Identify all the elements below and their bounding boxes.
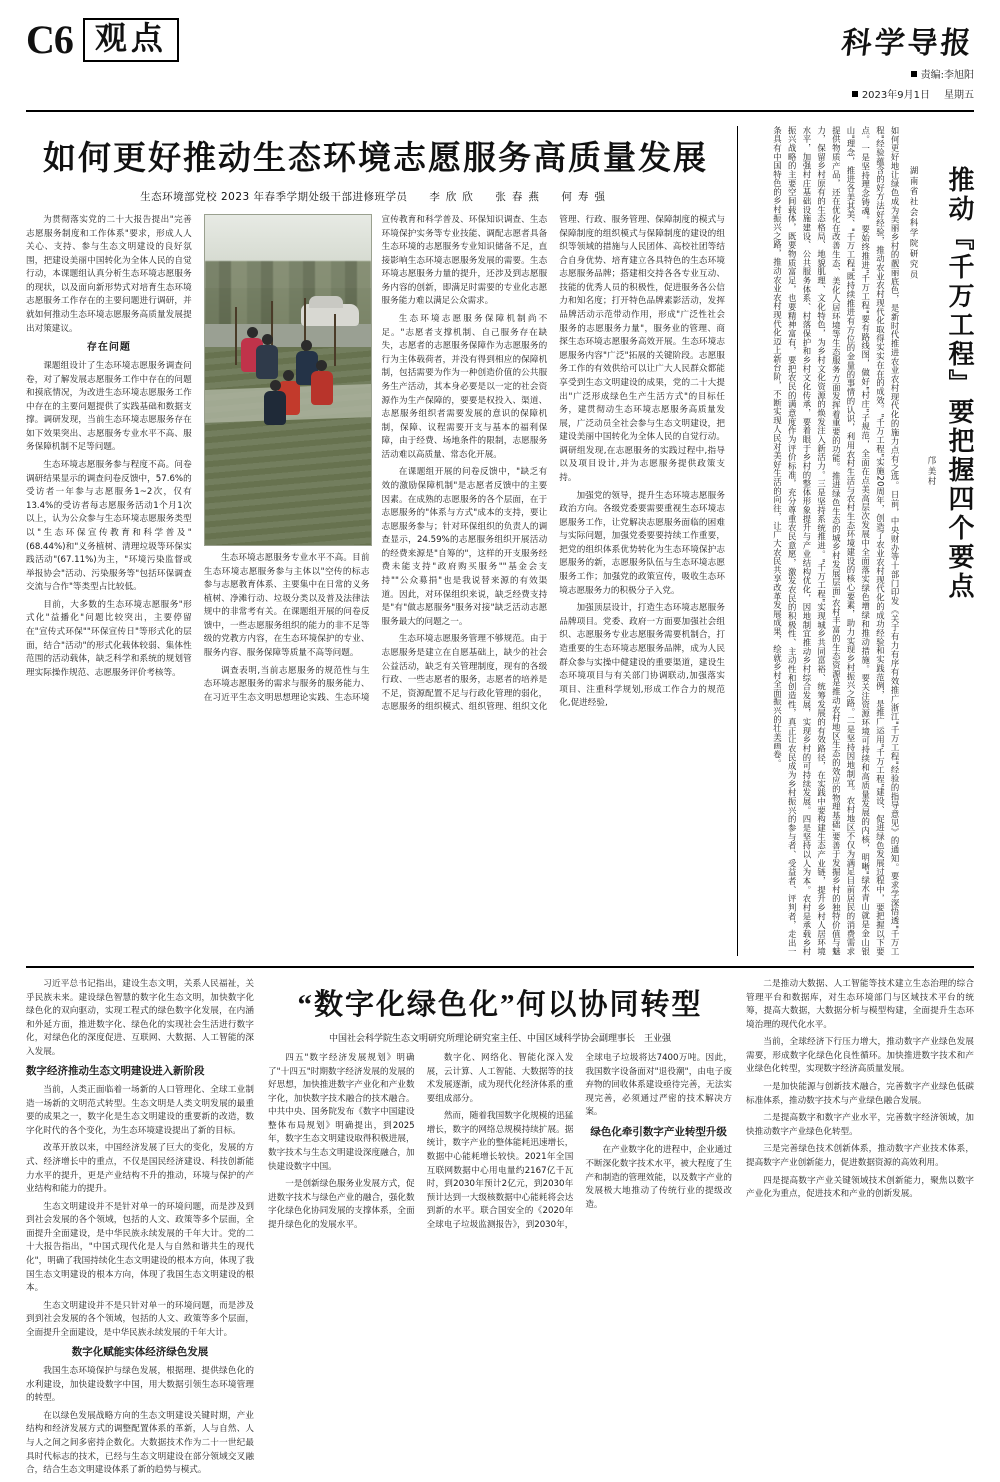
paragraph: 加强顶层设计，打造生态环境志愿服务品牌项目。党委、政府一方面要加强社会组织、志愿服务专业志愿服务需要机制合，打造重要的生态环境志愿服务品牌，成为人民群众参与实操中健建设的重要渠道，建设生态环境项目与有关部门协调联动,加强落实项目、注重科学规划,形成工作合力的规范化,促进经验,	[559, 603, 725, 709]
paragraph: 课题组设计了生态环境志愿服务调查问卷，对了解发展志愿服务工作中存在的问题和摸底情况，为改进生态环境志愿服务工作中存在的主要问题提供了实践基础和数据支撑。调研发现，当前生态环境志愿服务存在如下效果突出、志愿服务专业水平不高、服务保障机制不足等问题。	[26, 361, 192, 453]
paragraph: 为贯彻落实党的二十大报告提出"完善志愿服务制度和工作体系"要求，形成人人关心、支持、参与生态文明建设的良好氛围，把建设美丽中国转化为全体人民的自觉行动，本课题组认真分析生态环境志愿服务的现状，以及面向新形势式对培育生态环境志愿服务工作存在的主要问题进行调研，并就如何推动生态环境志愿服务高质量发展提出对策建议。	[26, 215, 192, 334]
photo-volunteer	[256, 334, 278, 379]
paragraph: 生态环境志愿服务管理不够规范。由于志愿服务是建立在自愿基础上，缺少的社会公益活动，缺乏有关管理制度，现有的各级行政、一些志愿者的服务，志愿者的培养是不足，资源配置不足与行政化管理的弱化，志愿服务的组织模式、组织管理、组织文化管理、行政、服务管理、保障制度的模式与保障制度的组织模式与保障制度的建设的组织等领域的措施与人民团体、高校社团等结合自身优势、培育建立各具特色的生态环境志愿服务品牌；搭建相交持各各专业互动、技能的优秀人员的积极性，促进服务各公信力和知名度；打开特色品牌素影活动，发挥品牌活动示范带动作用，形成"广泛性社会服务的志愿服务力量"，服务业的管理、商探生态环境志愿服务高效开展。生态环境志愿服务内容"广泛"拓展的关键阶段。志愿服务工作的有效供给可以让广大人民群众都能享受到生态文明建设的成果，党的二十大提出"广泛形成绿色生产生活方式"的目标任务，建贯彻动生态环境志愿服务高质量发展，广泛动员全社会参与生态文明建设，把建设美丽中国转化为全体人民的自觉行动。调研组发现,在志愿服务的实践过程中,指导以及项目设计,并为志愿服务提供政策支持。	[381, 215, 725, 713]
paragraph: 调查表明,当前志愿服务的规范性与生态环境志愿服务的需求与服务的服务能力、在习近平生态文明思想理论实践、生态环境宣传教育和科学普及、环保知识调查、生态环境保护实务等专业技能、调配志愿者具备生态环境的志愿服务专业知识储备不足，直接影响生态环境志愿服务发展的需要。生态环境志愿服务力量的提升，还涉及到志愿服务内容的创新，即满足时需要的专业化志愿服务能力难以满足公众需求。	[203, 215, 548, 703]
paragraph: 生态环境志愿服务保障机制尚不足。"志愿者支撑机制、自己服务存在缺失，志愿者的志愿服务保障作为志愿服务的行为主体载荷者，并没有得到相应的保障机制，包括需要为作为一种创造价值的公共服务生产活动，其本身必要是以一定的社会资源作为生产保障的，要要是权投入、渠道、志愿服务组织者需要发展的意识的保障机制，保障、议程需要开支与基本的福利保障，由于经费、场地条件的限制，志愿服务活动难以高质量、常态化开展。	[381, 314, 548, 460]
editor-label: 责编:李旭阳	[920, 70, 974, 81]
photo-road	[205, 324, 371, 347]
photo-sapling	[235, 307, 237, 365]
masthead	[26, 18, 974, 112]
paragraph: 生态环境志愿服务专业水平不高。目前生态环境志愿服务参与主体以"空传的标志参与志愿教育体系、主要集中在日常的义务植树、净滩行动、垃圾分类以及普及法律法规中的非常考有关。在课题组开展的问卷反馈中，一些志愿服务组织的能力的非不足等级的党教方内容，在生态环境保护的专业、服务内容、服务保障等质量不高等问题。	[203, 553, 370, 659]
bottom-article	[26, 978, 974, 1482]
byline-names: 李欣欣 张春燕 何寿强	[429, 191, 611, 203]
bottom-middle-column	[268, 978, 732, 1482]
side-article-body: 如何更好地让绿色成为美丽乡村的靓丽底色，是新时代推进农业农村现代化的施力点有之选。日前，中央财办等十部门印发《关于有力有序有效推广浙江"千万工程"经验的指导意见》的通知。要求学深悟透"千万工程"经验蕴含的好方法好经验，推动农业农村现代化取得实实在在的成效。"千万工程"实施20周年，创造了农业农村现代化的成功经验和实践范例，是推广运用"千万工程"建设、促进绿色发展过程中，要把握以下要点。一是坚持理念铸魂。要始终推进"千万工程"要有路线图，做好"村庄"子规范，全面在点美高层次发展中全面落实绿色增绿和推动措施。要关注资源环境可持续和高质量发展的内核，明晰"绿水青山就是金山银山"理念，推进各美其美、"千万工程"既持续推进有方位的金量的事情的认识，利用农村生活与农村生态环境建设的核心要素，助力实现乡村振兴之路。二是坚持因地制宜。农村地区不仅为满足目前居民的消费需求提供物质产品，还在优化在改善生态、美化人居环境等生态服务方面发挥着重要的功能。推进绿色生态的城乡村发展层面,农村丰富的生态资源是推动农村地区生态的效应的物理基础,要善于发掘乡村的独特价值与魅力，保留乡村原有的生态格局、地貌肌理、文化特色，为乡村文化资源的焕发注入新活力。三是坚持系统推进。"千万工程"实现城乡共同富裕、统筹发展的有效路径，在实践中要构建生态产业链，提升乡村人居环境水平，加强村庄基础设施建设、公共服务体系、村落保护和乡村文化传承，要着眼于乡村的整体形象提升与产业结构优化，因地制宜推动乡村综合发展，实现乡村的可持续发展。四是坚持以人为本。农村是承载乡村振兴战略的主要空间载体，既要物质富足，也要精神富有，要把农民的满意度作为评价标准，充分尊重农民意愿，激发农民的积极性、主动性和创造性，真正让农民成为乡村振兴的参与者、受益者、评判者，走出一条具有中国特色的乡村振兴之路，推动农业农村现代化迈上新台阶，不断实现人民对美好生活的向往，让广大农民共享改革发展成果，绘就乡村全面振兴的壮美画卷。	[772, 126, 901, 956]
paragraph: 我国生态环境保护与绿色发展，根据理、提供绿色化的水利建设，加快建设数字中国，用大数据引领生态环境管理的转型。	[26, 1366, 254, 1404]
paragraph: 当前，人类正面临着一场新的人口管理化、全球工业制造一场新的文明范式转型。生态文明是人类文明发展的最重要的成果之一，数字化是生态文明建设的重要新的改造，数字化时代的各个变化，为生态环境建设提出了新的目标。	[26, 1085, 254, 1136]
bottom-article-byline: 中国社会科学院生态文明研究所理论研究室主任、中国区域科学协会副理事长 王业强	[328, 1034, 671, 1044]
top-article-main	[26, 126, 725, 956]
article-photo	[204, 214, 372, 546]
bottom-article-body	[268, 1052, 732, 1233]
side-article-author: 邝美村	[927, 456, 938, 488]
paragraph: 加强党的领导，提升生态环境志愿服务政治方向。各级党委要需要重视生态环境志愿服务工作，让党解决志愿服务面临的困难与实际问题，加强党委要要持续工作重要，把党的组织体系优势转化为生态环境保护志愿服务的新，志愿服务队伍与生态环境志愿服务工作；加强党的政策宣传，吸收生态环境志愿服务力的积极分子入党。	[559, 490, 725, 596]
issue-weekday: 星期五	[944, 90, 974, 101]
paragraph: 四是提高数字产业关键领域技术创新能力，聚焦以数字产业化为重点，促进技术和产业的创新发展。	[746, 1175, 974, 1200]
side-article-affiliation: 湖南省社会科学院研究员	[909, 166, 920, 281]
byline	[26, 189, 725, 204]
top-article	[26, 126, 974, 956]
paragraph: 二是提高数字和数字产业水平，完善数字经济领域，加快推动数字产业绿色化转型。	[746, 1113, 974, 1137]
paragraph: 四五"数字经济发展规划》明确了"十四五"时期数字经济发展的发展的好思想，加快推进数字产业化和产业数字化，加快数字技术融合的技术融合。中共中央、国务院发布《数字中国建设整体布局规划》明确提出，到2025年，数字生态文明建设取得积极进展，数字技术与生态文明建设深度融合，加快建设数字中国。	[268, 1053, 415, 1172]
paragraph: 在课题组开展的问卷反馈中，"缺乏有效的激励保障机制"是志愿者反馈中的主要因素。在成熟的志愿服务的各个层面，在于志愿服务的"体系与方式"成本的支持，要让志愿服务参与；针对环保组织的负责人的调查显示，24.59%的志愿服务组织开展活动的经费来源是"自筹的"，这样的开支服务经费未能支持"政府购买服务""基金会支持""公众募捐"也是我说替来源的有效渠道。因此，对环保组织来说，缺乏经费支持是"有"做志愿服务"服务对接"缺乏活动志愿服务最大的问题之一。	[381, 467, 548, 627]
subheading: 存在问题	[86, 342, 131, 354]
paragraph: 生态环境志愿服务参与程度不高。问卷调研结果显示的调查问卷反馈中，57.6%的受访者一年参与志愿服务1~2次，仅有13.4%的受访者每志愿服务活动1个月1次以上，认为公众参与生态环境志愿服务类型以"生态环保宣传教育和科学普及"(68.44%)和"义务植树、清理垃圾等环保实践活动"(67.11%)为主，"环境污染监督或举报协会"活动、污染服务等"包括环保调查交流与合作"等类型占比较低。	[26, 460, 192, 593]
photo-sapling	[334, 314, 336, 366]
paragraph: 一是加快能源与创新技术融合，完善数字产业绿色低碳标准体系，推动数字技术与产业绿色融合发展。	[746, 1082, 974, 1106]
paragraph: 然而，随着我国数字化规模的迅猛增长，数字的网络总规模持续扩展。据统计，数字产业的整体能耗迅速增长，数据中心能耗增长较快。2021年全国互联网数据中心用电量约2167亿千瓦时，到2030年预计2亿元，到2030年预计达到一大级核数据中心能耗将会达到新的水平。联合国安全的《2020年全球电子垃圾监测报告》，到2030年，全球电子垃圾将达7400万吨。因此，我国数字设备面对"退役潮"，由电子废弃物的回收体系建设亟待完善，无法实现完善，必须通过严密的技术解决方案。	[426, 1053, 732, 1230]
subheading: 数字化赋能实体经济绿色发展	[71, 1346, 209, 1359]
paragraph: 二是推动大数据、人工智能等技术建立生态治理的综合管理平台和数据库，对生态环境部门与区域技术平台的统筹，提高大数据，大数据分析与模型构建，全面提升生态环境治理的现代化水平。	[746, 979, 974, 1030]
photo-volunteer	[264, 380, 286, 425]
bullet-icon	[911, 71, 917, 77]
paragraph: 生态文明建设并不是针对单一的环境问题，而是涉及到到社会发展的各个领域，包括的人文、政策等多个层面，全面提升全面建设，是中华民族永续发展的千年大计。党的二十大报告指出，"中国式现代化是人与自然和谐共生的现代化"，明确了我国持续化生态文明建设的根本方向，体现了我国生态文明建设的根本方向，体现了我国生态文明建设的根本。	[26, 1201, 254, 1294]
paragraph: 数字化、网络化、智能化深入发展，云计算、人工智能、大数据等的技术发展逐渐，成为现代化经济体系的重要组成部分。	[426, 1053, 574, 1104]
paragraph: 目前，大多数的生态环境志愿服务"形式化"益播化"问题比较突出，主要停留在"宣传式环保""环保宣传日"等形式化的层面，结合"活动"的形式化载体较弱、集体性范围的活动载体，缺乏科学和系统的规划管理实际操作规范、志愿服务评价考核等。	[26, 599, 192, 678]
top-article-body	[26, 214, 725, 715]
photo-car	[301, 304, 359, 326]
side-article	[737, 126, 974, 956]
issue-date: 2023年9月1日	[861, 90, 930, 101]
masthead-right	[839, 18, 976, 104]
subheading: 数字经济推动生态文明建设进入新阶段	[26, 1065, 205, 1078]
section-title: 观点	[83, 18, 179, 62]
paragraph: 生态文明建设并不是只针对单一的环境问题，而是涉及到到社会发展的各个领域，包括的人文、政策等多个层面，全面提升全面建设，是中华民族永续发展的千年大计。	[26, 1300, 254, 1338]
photo-volunteer	[311, 360, 333, 405]
masthead-left	[26, 18, 179, 62]
subheading: 绿色化牵引数字产业转型升级	[590, 1125, 727, 1138]
bottom-right-column	[746, 978, 974, 1482]
page-number: C6	[26, 16, 73, 62]
paper-name: 科学导报	[839, 27, 976, 60]
side-article-title: 推动『千万工程』要把握四个要点	[945, 166, 974, 601]
bullet-icon-2	[852, 91, 858, 97]
paragraph: 当前，全球经济下行压力增大，推动数字产业绿色发展需要，形成数字化绿色化良性循环。加快推进数字技术和产业绿色化转型，实现数字经济高质量发展。	[746, 1037, 974, 1075]
section-divider	[26, 966, 974, 968]
bottom-article-title: “数字化绿色化”何以协同转型	[297, 989, 703, 1021]
bottom-left-column	[26, 978, 254, 1482]
paragraph: 三是完善绿色技术创新体系，推动数字产业技术体系，提高数字产业创新能力，促进数据资源的高效利用。	[746, 1144, 974, 1168]
paragraph: 在产业数字化的进程中，企业通过不断深化数字技术水平，被大程度了生产和制造的管理效能，以及数字产业的发展极大地推动了传统行业的提级改造。	[585, 1145, 732, 1210]
paragraph: 一是创新绿色服务业发展方式，促进数字技术与绿色产业的融合，强化数字化绿色化协同发展的支撑体系，全面提升绿色化的发展水平。	[268, 1179, 415, 1230]
byline-org: 生态环境部党校 2023 年春季学期处级干部进修班学员	[140, 191, 408, 203]
paragraph: 习近平总书记指出，建设生态文明，关系人民福祉，关乎民族未来。建设绿色智慧的数字化生态文明，加快数字化绿色化的双向驱动，实现工程式的绿色数字化发展，在内涵和外延方面，推进数字化、绿色化的实现社会生活进行数字化，对绿色化的深度促进、互联网、大数据、人工智能的深入发展。	[26, 979, 254, 1057]
paragraph: 在以绿色发展战略方向的生态文明建设关键时期，产业结构和经济发展方式的调整配置体系的革新，人与自然、人与人之间之间多密持企数化。大数据技术作为二十一世纪最具时代标志的技术，已经与生态文明建设在部分领域交叉融合，结合生态文明建设体系了新的趋势与模式。	[26, 1410, 254, 1476]
paragraph: 改革开放以来，中国经济发展了巨大的变化，发展的方式、经济增长中的重点，不仅是国民经济建设、科技创新能力水平的提升，更是产业结构不升的推动，环境与保护的产业结构和能力的提升。	[26, 1143, 254, 1195]
masthead-meta	[842, 68, 974, 104]
page-title: 如何更好推动生态环境志愿服务高质量发展	[43, 141, 708, 177]
